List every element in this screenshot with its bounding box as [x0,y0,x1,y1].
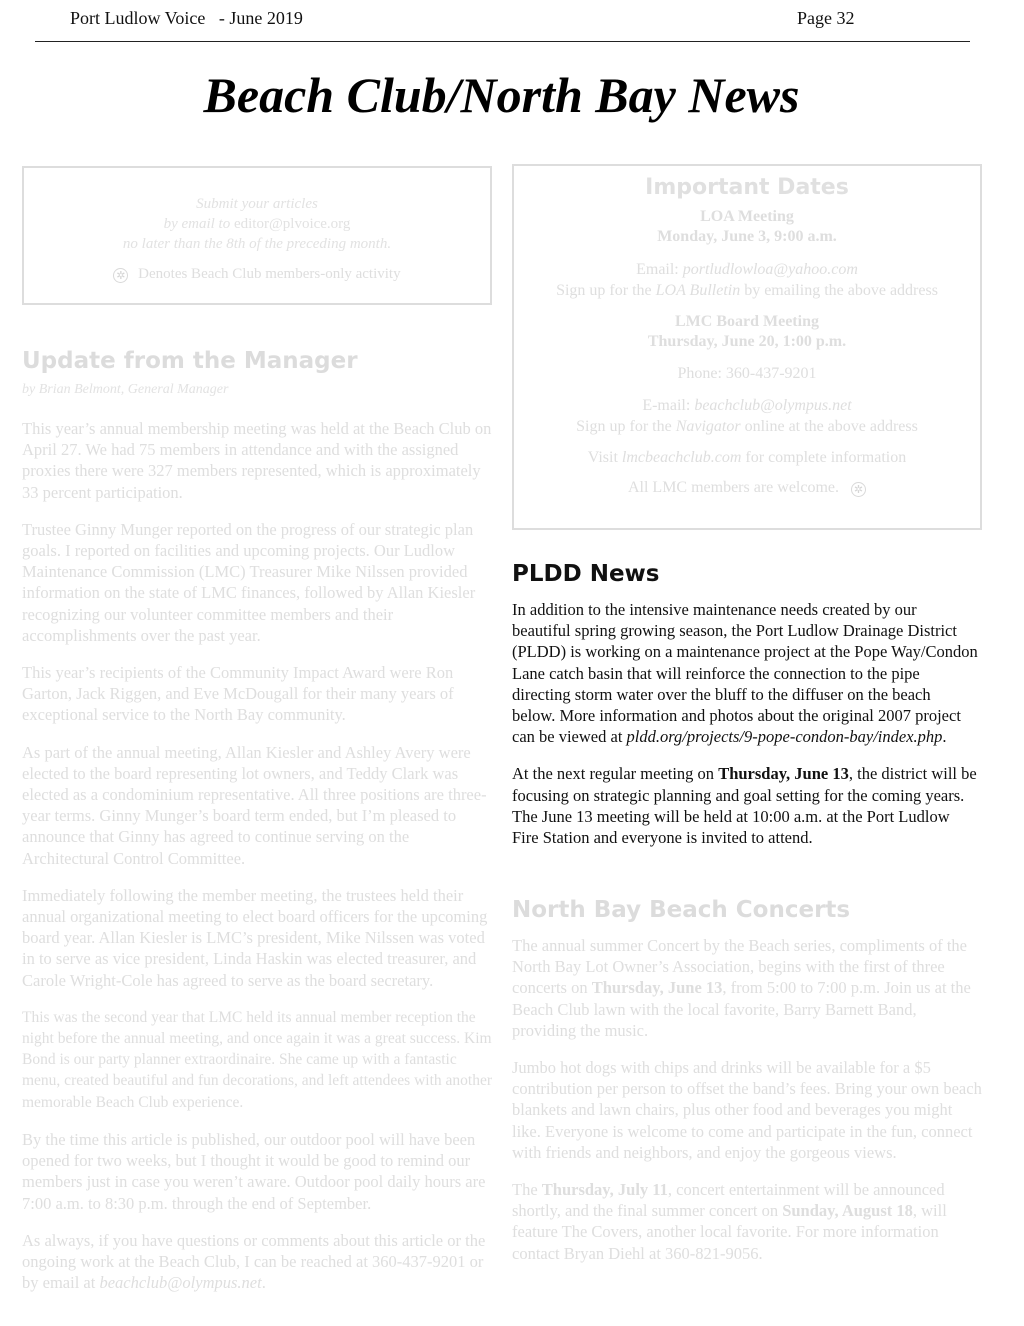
pldd-heading: PLDD News [512,561,660,587]
important-dates-heading: Important Dates [645,175,849,200]
lmc-email: E-mail: beachclub@olympus.net [642,397,852,414]
submit-line-3: no later than the 8th of the preceding month. [122,236,392,252]
manager-paragraph: By the time this article is published, our outdoor pool will have been opened for two weeks, but I thought it would be good to remind our members just in case you weren’t aware. Outdoor pool daily hours are 7:00 a.m. to 8:30 p.m. through the end of September. [22,1129,486,1213]
website-link[interactable]: lmcbeachclub.com [621,449,742,466]
manager-paragraph: As part of the annual meeting, Allan Kiesler and Ashley Avery were elected to the board representing lot owners, and Teddy Clark was elected as a condominium representative. All three positions are three-year terms. Ginny Munger’s board term ended, but I’m pleased to announce that Ginny has agreed to continue serving on the Architectural Control Committee. [22,742,487,868]
lmc-meeting-title: LMC Board Meeting [675,313,819,330]
concerts-paragraph: Jumbo hot dogs with chips and drinks will be available for a $5 contribution per person to offset the band’s fees. Bring your own beach blankets and lawn chairs, plus other food and beverages you might like. Everyone is welcome to come and participate in the fun, connect with friends and neighbors, and enjoy the gorgeous views. [512,1058,982,1162]
lmc-email-link[interactable]: beachclub@olympus.net [694,397,852,414]
pldd-project-link[interactable]: pldd.org/projects/9-pope-condon-bay/index.php [626,727,943,747]
manager-paragraph: This was the second year that LMC held its annual member reception the night before the annual meeting, and once again it was a great success. Kim Bond is our party planner extraordinaire. She came up with a fantastic menu, created beautiful and fun decorations, and left attendees with another memorable Beach Club experience. [22,1008,492,1111]
publication-header: Port Ludlow Voice - June 2019 [70,8,303,28]
loa-meeting-when: Monday, June 3, 9:00 a.m. [657,228,837,245]
ship-wheel-icon: ✲ [851,482,866,497]
header-rule [35,41,970,42]
pldd-news-article [512,561,978,864]
navigator-signup: Sign up for the Navigator online at the above address [576,418,918,435]
editor-email-link[interactable]: editor@plvoice.org [233,216,351,232]
manager-email-link[interactable]: beachclub@olympus.net [99,1273,262,1293]
loa-signup: Sign up for the LOA Bulletin by emailing the above address [556,282,938,299]
visit-website: Visit lmcbeachclub.com for complete information [587,449,907,466]
manager-byline: by Brian Belmont, General Manager [22,382,229,397]
manager-update-heading: Update from the Manager [22,348,358,374]
manager-paragraph: Immediately following the member meeting, the trustees held their annual organizational meeting to elect board officers for the upcoming board year. Allan Kiesler is LMC’s president, Mike Nilssen was voted in to serve as vice president, Linda Haskin was elected treasurer, and Carole Wright-Cole has agreed to serve as the board secretary. [22,885,488,990]
beach-concerts-article [512,897,982,1280]
loa-meeting-title: LOA Meeting [700,208,794,225]
manager-paragraph: As always, if you have questions or comments about this article or the ongoing work at the Beach Club, I can be reached at 360-437-9201 or by email at beachclub@olympus.net. [22,1230,486,1293]
manager-update-article [22,348,492,1309]
submit-line-2: by email to editor@plvoice.org [163,216,351,232]
loa-email: Email: portludlowloa@yahoo.com [636,261,858,278]
page-number: Page 32 [797,8,855,28]
concerts-paragraph: The Thursday, July 11, concert entertainment will be announced shortly, and the final summer concert on Sunday, August 18, will feature The Covers, another local favorite. For more information contact Bryan Diehl at 360-821-9056. [512,1180,947,1263]
lmc-meeting-when: Thursday, June 20, 1:00 p.m. [647,333,847,350]
concerts-heading: North Bay Beach Concerts [512,897,851,923]
page-title: Beach Club/North Bay News [203,67,800,123]
members-welcome: All LMC members are welcome. [627,479,840,496]
submit-articles-box [22,166,492,305]
important-dates-box [512,164,982,530]
loa-email-link[interactable]: portludlowloa@yahoo.com [682,261,858,278]
submit-line-1: Submit your articles [196,196,318,212]
lmc-phone: Phone: 360-437-9201 [677,365,817,382]
members-only-note: Denotes Beach Club members-only activity [138,266,401,282]
ship-wheel-icon: ✲ [113,268,128,283]
concerts-paragraph: The annual summer Concert by the Beach series, compliments of the North Bay Lot Owner’s Association, begins with the first of three concerts on Thursday, June 13, from 5:00 to 7:00 p.m. Join us at the Beach Club lawn with the local favorite, Barry Barnett Band, providing the music. [512,936,971,1040]
manager-paragraph: This year’s annual membership meeting was held at the Beach Club on April 27. We had 75 members in attendance and with the assigned proxies there were 327 members represented, which is approximately 33 percent participation. [22,419,492,502]
manager-paragraph: Trustee Ginny Munger reported on the progress of our strategic plan goals. I reported on facilities and upcoming projects. Our Ludlow Maintenance Commission (LMC) Treasurer Mike Nilssen provided information on the state of LMC finances, followed by Allan Kiesler recognizing our volunteer committee members and their accomplishments over the past year. [22,519,476,645]
pldd-paragraph: In addition to the intensive maintenance needs created by our beautiful spring growing season, the Port Ludlow Drainage District (PLDD) is working on a maintenance project at the Pope Way/Condon Lane catch basin that will reinforce the connection to the pipe directing storm water over the bluff to the diffuser on the beach below. More information and photos about the original 2007 project can be viewed at pldd.org/projects/9-pope-condon-bay/index.php. [512,600,978,747]
manager-paragraph: This year’s recipients of the Community Impact Award were Ron Garton, Jack Riggen, and Eve McDougall for their many years of exceptional service to the North Bay community. [22,663,454,725]
pldd-paragraph: At the next regular meeting on Thursday, June 13, the district will be focusing on strategic planning and goal setting for the coming years. The June 13 meeting will be held at 10:00 a.m. at the Port Ludlow Fire Station and everyone is invited to attend. [512,764,977,848]
